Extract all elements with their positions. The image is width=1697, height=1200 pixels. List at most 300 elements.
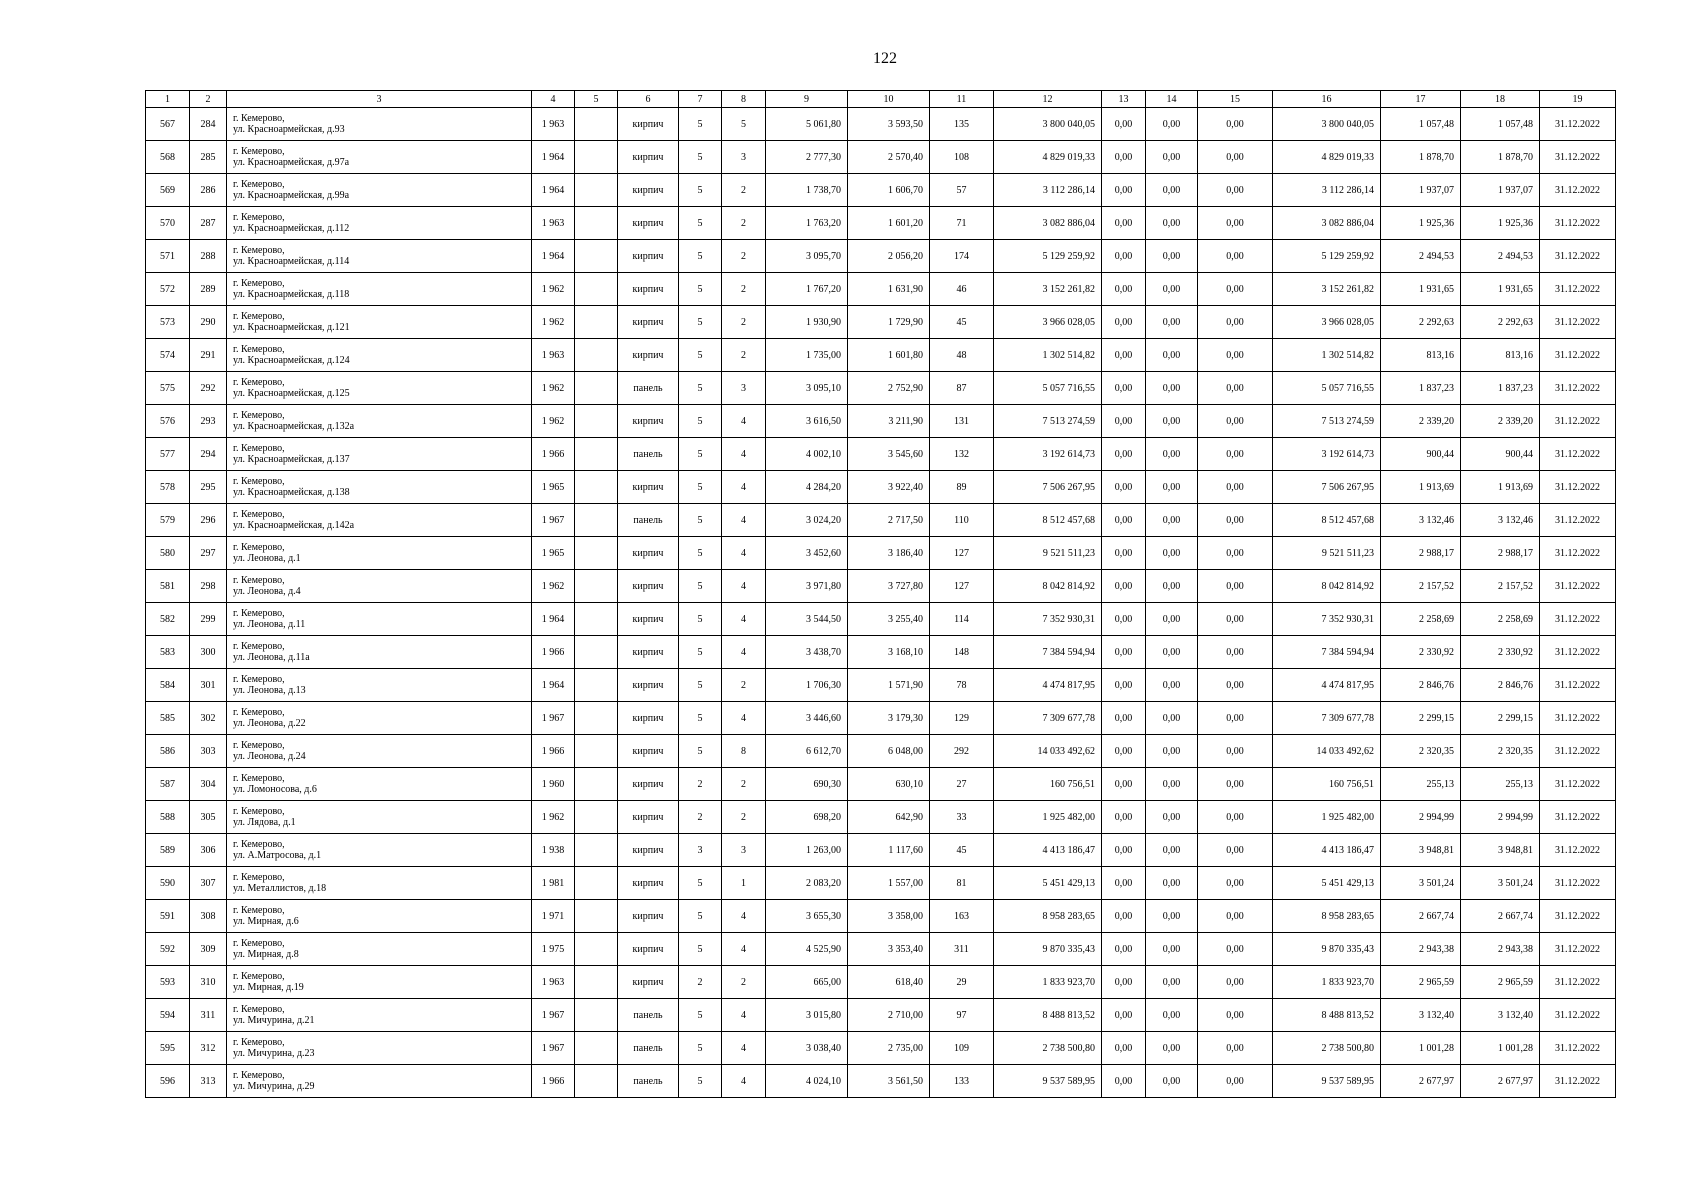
table-cell: 0,00 (1198, 570, 1273, 603)
table-cell: 4 829 019,33 (1273, 141, 1381, 174)
table-cell: 2 292,63 (1381, 306, 1461, 339)
table-cell: 7 352 930,31 (1273, 603, 1381, 636)
table-cell: кирпич (618, 768, 679, 801)
table-cell: панель (618, 999, 679, 1032)
table-cell: 0,00 (1102, 933, 1146, 966)
table-cell: 630,10 (848, 768, 930, 801)
table-cell: 1 967 (532, 1032, 575, 1065)
table-cell: 4 474 817,95 (994, 669, 1102, 702)
table-cell: 0,00 (1198, 966, 1273, 999)
table-cell: 5 (679, 438, 722, 471)
address-cell (227, 570, 532, 603)
table-cell: 5 (679, 636, 722, 669)
address-street: ул. Леонова, д.24 (233, 751, 306, 762)
table-cell: 31.12.2022 (1540, 438, 1616, 471)
table-cell: 7 384 594,94 (994, 636, 1102, 669)
address-street: ул. Леонова, д.11 (233, 619, 306, 630)
table-cell: 2 570,40 (848, 141, 930, 174)
table-row (146, 702, 1616, 735)
table-cell: 4 (722, 1065, 766, 1098)
table-cell: 2 (722, 669, 766, 702)
table-cell: 1 964 (532, 141, 575, 174)
table-row (146, 108, 1616, 141)
table-cell: 5 (679, 702, 722, 735)
table-cell: 8 958 283,65 (994, 900, 1102, 933)
table-cell: 0,00 (1146, 405, 1198, 438)
column-number-header: 7 (679, 91, 722, 108)
address-street: ул. Леонова, д.1 (233, 553, 301, 564)
table-cell: 9 870 335,43 (1273, 933, 1381, 966)
table-cell: 5 (679, 108, 722, 141)
address-cell (227, 471, 532, 504)
table-cell: 5 (679, 306, 722, 339)
table-cell: 48 (930, 339, 994, 372)
table-cell: 3 095,10 (766, 372, 848, 405)
table-cell (575, 438, 618, 471)
table-cell: 589 (146, 834, 190, 867)
table-cell: 2 965,59 (1461, 966, 1540, 999)
column-number-header: 8 (722, 91, 766, 108)
address-street: ул. Красноармейская, д.142а (233, 520, 355, 531)
table-cell: 14 033 492,62 (994, 735, 1102, 768)
table-cell: 0,00 (1146, 999, 1198, 1032)
table-cell: 2 752,90 (848, 372, 930, 405)
table-cell (575, 372, 618, 405)
table-cell: 7 506 267,95 (994, 471, 1102, 504)
table-cell: 1 925,36 (1381, 207, 1461, 240)
address-cell (227, 636, 532, 669)
table-cell: 46 (930, 273, 994, 306)
table-cell: 4 474 817,95 (1273, 669, 1381, 702)
table-cell: 0,00 (1198, 834, 1273, 867)
address-city: г. Кемерово, (233, 1070, 285, 1081)
page-number: 122 (873, 50, 897, 67)
table-cell: 1 913,69 (1461, 471, 1540, 504)
table-cell: 4 (722, 1032, 766, 1065)
table-cell: 309 (190, 933, 227, 966)
table-cell: 1 833 923,70 (994, 966, 1102, 999)
table-cell: 8 042 814,92 (1273, 570, 1381, 603)
column-number-header: 18 (1461, 91, 1540, 108)
table-cell: 0,00 (1102, 900, 1146, 933)
table-cell: 311 (930, 933, 994, 966)
table-cell: 593 (146, 966, 190, 999)
address-cell (227, 669, 532, 702)
table-cell: 2 (722, 966, 766, 999)
table-cell: 585 (146, 702, 190, 735)
address-street: ул. Красноармейская, д.112 (233, 223, 350, 234)
table-cell: 1 962 (532, 273, 575, 306)
table-cell: 1 965 (532, 471, 575, 504)
housing-table (145, 90, 1616, 1098)
table-cell: 0,00 (1146, 504, 1198, 537)
table-cell: 5 (679, 1032, 722, 1065)
address-cell (227, 801, 532, 834)
table-cell: 1 938 (532, 834, 575, 867)
table-row (146, 405, 1616, 438)
table-cell: 2 994,99 (1381, 801, 1461, 834)
table-cell (575, 537, 618, 570)
table-row (146, 669, 1616, 702)
table-cell: 31.12.2022 (1540, 240, 1616, 273)
table-cell: 1 966 (532, 735, 575, 768)
address-cell (227, 405, 532, 438)
table-cell: 2 056,20 (848, 240, 930, 273)
table-cell: 5 (679, 372, 722, 405)
table-cell: 33 (930, 801, 994, 834)
table-cell: 0,00 (1146, 537, 1198, 570)
table-cell: 0,00 (1146, 141, 1198, 174)
table-cell: 1 975 (532, 933, 575, 966)
table-cell: кирпич (618, 834, 679, 867)
table-cell (575, 603, 618, 636)
table-cell: 3 561,50 (848, 1065, 930, 1098)
table-cell: 4 (722, 702, 766, 735)
table-cell: 255,13 (1381, 768, 1461, 801)
table-cell: 0,00 (1102, 471, 1146, 504)
table-cell: кирпич (618, 966, 679, 999)
table-cell: 2 (722, 306, 766, 339)
table-cell: 3 353,40 (848, 933, 930, 966)
address-street: ул. Красноармейская, д.99а (233, 190, 350, 201)
table-cell: 0,00 (1198, 900, 1273, 933)
table-cell: 1 913,69 (1381, 471, 1461, 504)
table-cell: 303 (190, 735, 227, 768)
table-cell (575, 735, 618, 768)
table-cell: 698,20 (766, 801, 848, 834)
table-row (146, 1065, 1616, 1098)
table-cell: 1 601,20 (848, 207, 930, 240)
table-cell: 2 943,38 (1381, 933, 1461, 966)
table-cell: 0,00 (1102, 669, 1146, 702)
table-cell: 1 729,90 (848, 306, 930, 339)
table-cell: кирпич (618, 933, 679, 966)
address-cell (227, 306, 532, 339)
table-cell: 2 157,52 (1461, 570, 1540, 603)
table-cell: 5 129 259,92 (1273, 240, 1381, 273)
table-cell: 0,00 (1198, 108, 1273, 141)
table-cell: кирпич (618, 339, 679, 372)
table-cell: 5 (679, 900, 722, 933)
table-cell: 0,00 (1102, 834, 1146, 867)
table-cell: 285 (190, 141, 227, 174)
table-cell: 7 309 677,78 (994, 702, 1102, 735)
table-cell: 31.12.2022 (1540, 702, 1616, 735)
address-street: ул. Мирная, д.19 (233, 982, 304, 993)
address-cell (227, 339, 532, 372)
table-cell: 110 (930, 504, 994, 537)
table-row (146, 438, 1616, 471)
address-street: ул. Мичурина, д.29 (233, 1081, 315, 1092)
table-cell: 0,00 (1102, 570, 1146, 603)
table-cell: 3 082 886,04 (1273, 207, 1381, 240)
table-cell: 3 (722, 834, 766, 867)
table-cell: 2 710,00 (848, 999, 930, 1032)
column-number-header: 16 (1273, 91, 1381, 108)
table-cell: 1 963 (532, 207, 575, 240)
table-cell: 7 352 930,31 (994, 603, 1102, 636)
table-cell: 1 738,70 (766, 174, 848, 207)
table-cell: 3 152 261,82 (1273, 273, 1381, 306)
address-city: г. Кемерово, (233, 542, 285, 553)
table-row (146, 999, 1616, 1032)
table-cell: 0,00 (1146, 669, 1198, 702)
table-cell: 572 (146, 273, 190, 306)
table-cell: 0,00 (1146, 108, 1198, 141)
table-cell: 5 451 429,13 (994, 867, 1102, 900)
table-cell: 690,30 (766, 768, 848, 801)
column-number-header: 17 (1381, 91, 1461, 108)
table-cell: 570 (146, 207, 190, 240)
table-cell: 8 512 457,68 (1273, 504, 1381, 537)
table-cell (575, 570, 618, 603)
table-cell: 1 631,90 (848, 273, 930, 306)
table-cell (575, 1065, 618, 1098)
table-cell: 665,00 (766, 966, 848, 999)
address-city: г. Кемерово, (233, 443, 285, 454)
address-cell (227, 141, 532, 174)
table-cell: 8 488 813,52 (994, 999, 1102, 1032)
table-cell: 0,00 (1198, 537, 1273, 570)
table-cell: 71 (930, 207, 994, 240)
table-row (146, 801, 1616, 834)
table-cell: 1 963 (532, 339, 575, 372)
table-cell: 3 152 261,82 (994, 273, 1102, 306)
table-cell: 4 829 019,33 (994, 141, 1102, 174)
table-cell: 3 545,60 (848, 438, 930, 471)
table-cell: 0,00 (1146, 801, 1198, 834)
table-cell (575, 636, 618, 669)
table-cell (575, 339, 618, 372)
table-cell (575, 141, 618, 174)
table-cell: 0,00 (1146, 240, 1198, 273)
table-cell: кирпич (618, 141, 679, 174)
address-city: г. Кемерово, (233, 410, 285, 421)
table-cell: 31.12.2022 (1540, 207, 1616, 240)
table-cell: 287 (190, 207, 227, 240)
table-cell: 2 (722, 801, 766, 834)
table-cell: 583 (146, 636, 190, 669)
table-cell: 5 (679, 603, 722, 636)
address-street: ул. Красноармейская, д.137 (233, 454, 350, 465)
column-number-header: 9 (766, 91, 848, 108)
table-cell: 313 (190, 1065, 227, 1098)
table-cell: 129 (930, 702, 994, 735)
table-cell: 1 833 923,70 (1273, 966, 1381, 999)
table-cell: 1 001,28 (1461, 1032, 1540, 1065)
table-cell: 595 (146, 1032, 190, 1065)
column-number-header: 15 (1198, 91, 1273, 108)
table-cell: 3 168,10 (848, 636, 930, 669)
table-cell: 2 339,20 (1461, 405, 1540, 438)
table-cell: 3 095,70 (766, 240, 848, 273)
table-cell: 5 (679, 933, 722, 966)
table-cell: 0,00 (1146, 900, 1198, 933)
table-cell: 0,00 (1198, 669, 1273, 702)
table-cell: 133 (930, 1065, 994, 1098)
table-cell: кирпич (618, 570, 679, 603)
table-cell: 163 (930, 900, 994, 933)
table-cell: 582 (146, 603, 190, 636)
table-cell: 31.12.2022 (1540, 834, 1616, 867)
table-cell: 296 (190, 504, 227, 537)
table-cell: 1 606,70 (848, 174, 930, 207)
table-cell: 3 948,81 (1461, 834, 1540, 867)
table-cell: 0,00 (1198, 603, 1273, 636)
table-cell: 3 (722, 372, 766, 405)
table-row (146, 174, 1616, 207)
table-cell: 5 451 429,13 (1273, 867, 1381, 900)
table-cell: 0,00 (1146, 273, 1198, 306)
table-cell: 0,00 (1102, 240, 1146, 273)
table-cell: 3 593,50 (848, 108, 930, 141)
table-cell: 0,00 (1198, 1065, 1273, 1098)
table-cell: 5 (679, 339, 722, 372)
address-street: ул. Мичурина, д.23 (233, 1048, 315, 1059)
table-cell: 4 413 186,47 (1273, 834, 1381, 867)
table-cell: 45 (930, 834, 994, 867)
address-cell (227, 702, 532, 735)
table-cell: 1 001,28 (1381, 1032, 1461, 1065)
table-cell: 2 738 500,80 (994, 1032, 1102, 1065)
table-cell: 31.12.2022 (1540, 669, 1616, 702)
table-cell: 3 (722, 141, 766, 174)
table-cell: 2 330,92 (1461, 636, 1540, 669)
table-cell: 2 (722, 240, 766, 273)
table-cell: 9 521 511,23 (994, 537, 1102, 570)
address-city: г. Кемерово, (233, 905, 285, 916)
table-cell: 1 962 (532, 405, 575, 438)
address-street: ул. Лядова, д.1 (233, 817, 296, 828)
table-cell: 127 (930, 570, 994, 603)
table-cell: 3 966 028,05 (1273, 306, 1381, 339)
table-cell: 0,00 (1198, 801, 1273, 834)
table-cell: 0,00 (1146, 306, 1198, 339)
table-cell: 4 (722, 471, 766, 504)
table-cell: 1 925,36 (1461, 207, 1540, 240)
table-cell: 0,00 (1146, 174, 1198, 207)
address-street: ул. Красноармейская, д.121 (233, 322, 350, 333)
table-cell: 31.12.2022 (1540, 1065, 1616, 1098)
table-cell: 0,00 (1198, 438, 1273, 471)
table-cell: 5 057 716,55 (994, 372, 1102, 405)
table-cell: 29 (930, 966, 994, 999)
column-number-row (146, 91, 1616, 108)
table-cell: 87 (930, 372, 994, 405)
table-cell: 1 960 (532, 768, 575, 801)
table-cell (575, 108, 618, 141)
table-cell: 31.12.2022 (1540, 405, 1616, 438)
table-cell: 7 513 274,59 (1273, 405, 1381, 438)
table-cell: 9 870 335,43 (994, 933, 1102, 966)
table-cell (575, 174, 618, 207)
table-cell: 3 211,90 (848, 405, 930, 438)
table-cell: 588 (146, 801, 190, 834)
table-cell: 5 (679, 999, 722, 1032)
table-cell: 2 (679, 801, 722, 834)
table-cell: 1 966 (532, 636, 575, 669)
table-cell: кирпич (618, 471, 679, 504)
table-cell: 5 (679, 537, 722, 570)
table-cell: 31.12.2022 (1540, 174, 1616, 207)
address-city: г. Кемерово, (233, 806, 285, 817)
table-cell: 5 (679, 1065, 722, 1098)
table-cell: 586 (146, 735, 190, 768)
table-cell (575, 966, 618, 999)
table-cell: 45 (930, 306, 994, 339)
table-cell: 590 (146, 867, 190, 900)
table-body (146, 108, 1616, 1098)
table-cell: 569 (146, 174, 190, 207)
table-cell: 307 (190, 867, 227, 900)
address-city: г. Кемерово, (233, 938, 285, 949)
table-cell (575, 504, 618, 537)
table-cell: 306 (190, 834, 227, 867)
address-city: г. Кемерово, (233, 278, 285, 289)
table-cell: 0,00 (1102, 207, 1146, 240)
table-cell: 1 735,00 (766, 339, 848, 372)
table-cell: 1 965 (532, 537, 575, 570)
table-cell: 2 667,74 (1381, 900, 1461, 933)
table-cell: 5 (679, 240, 722, 273)
table-cell (575, 933, 618, 966)
address-cell (227, 735, 532, 768)
table-cell: 0,00 (1198, 207, 1273, 240)
table-cell: 4 413 186,47 (994, 834, 1102, 867)
table-cell: 1 057,48 (1381, 108, 1461, 141)
table-cell: 78 (930, 669, 994, 702)
address-city: г. Кемерово, (233, 212, 285, 223)
table-cell: 1 557,00 (848, 867, 930, 900)
table-cell: 286 (190, 174, 227, 207)
table-cell: 4 (722, 933, 766, 966)
table-row (146, 240, 1616, 273)
table-cell: 2 320,35 (1381, 735, 1461, 768)
table-cell: кирпич (618, 867, 679, 900)
table-cell: 4 (722, 636, 766, 669)
table-cell: 5 (679, 141, 722, 174)
table-cell (575, 999, 618, 1032)
table-cell: панель (618, 1032, 679, 1065)
address-city: г. Кемерово, (233, 740, 285, 751)
table-cell (575, 471, 618, 504)
table-cell: 5 (679, 867, 722, 900)
table-cell: 2 320,35 (1461, 735, 1540, 768)
table-cell: 1 706,30 (766, 669, 848, 702)
address-street: ул. Металлистов, д.18 (233, 883, 327, 894)
address-street: ул. Красноармейская, д.132а (233, 421, 355, 432)
table-cell: 900,44 (1381, 438, 1461, 471)
table-cell: 2 258,69 (1381, 603, 1461, 636)
table-cell: 3 948,81 (1381, 834, 1461, 867)
table-cell: 592 (146, 933, 190, 966)
table-cell: 2 494,53 (1381, 240, 1461, 273)
table-cell (575, 1032, 618, 1065)
table-cell: 2 777,30 (766, 141, 848, 174)
table-cell: кирпич (618, 735, 679, 768)
address-cell (227, 900, 532, 933)
table-cell: 0,00 (1146, 867, 1198, 900)
table-cell: 1 931,65 (1461, 273, 1540, 306)
table-cell (575, 900, 618, 933)
address-city: г. Кемерово, (233, 311, 285, 322)
table-cell: 3 800 040,05 (1273, 108, 1381, 141)
table-cell: 7 506 267,95 (1273, 471, 1381, 504)
table-cell: 8 488 813,52 (1273, 999, 1381, 1032)
table-cell (575, 768, 618, 801)
table-cell (575, 207, 618, 240)
table-cell: 580 (146, 537, 190, 570)
